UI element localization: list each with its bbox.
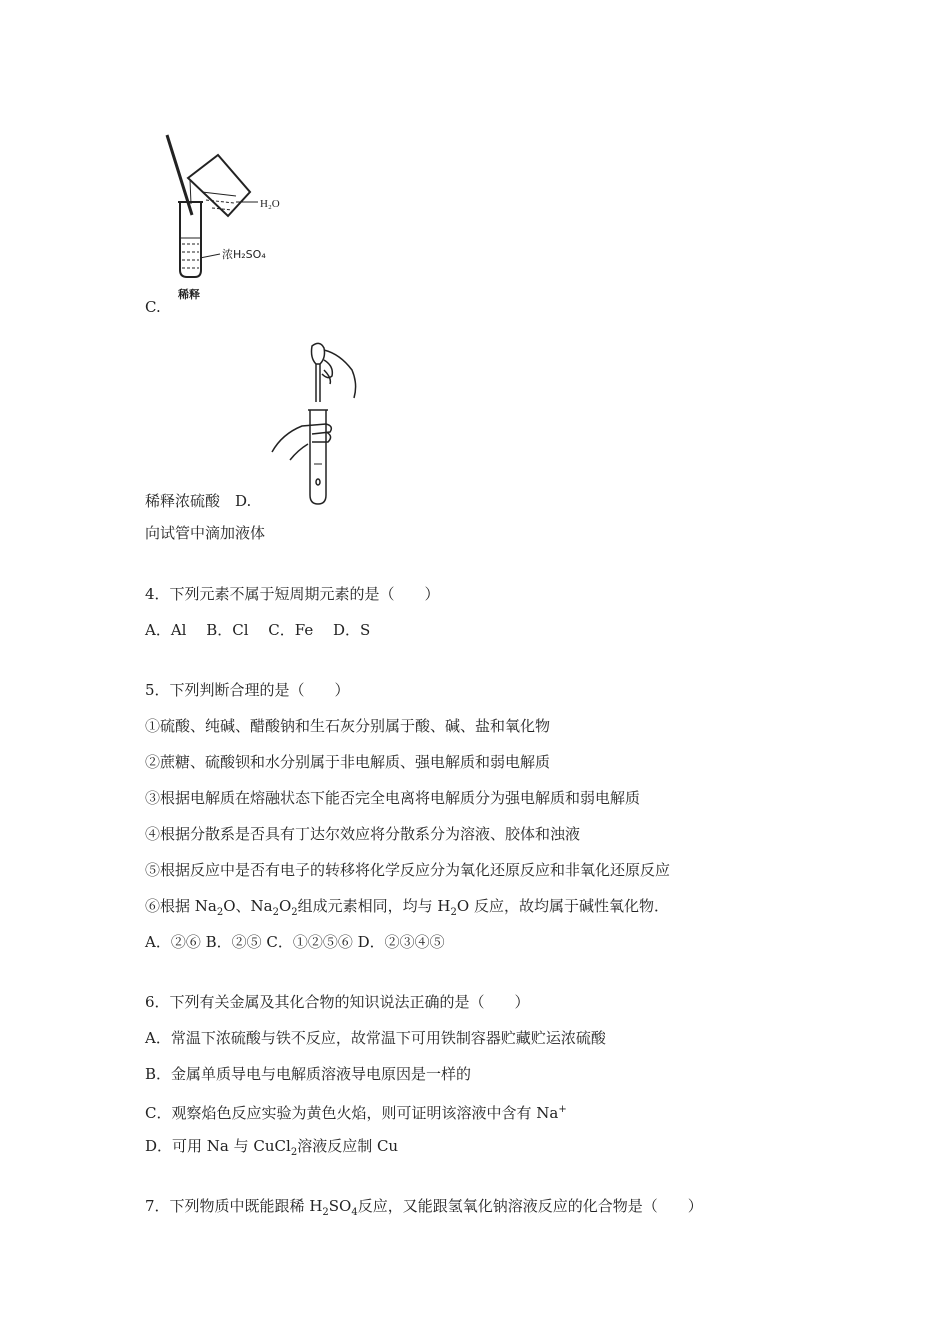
upper-hand bbox=[322, 350, 356, 398]
lower-hand bbox=[272, 424, 331, 460]
dropper-bulb bbox=[312, 343, 325, 364]
option-d-label: 稀释浓硫酸 D. bbox=[145, 492, 252, 510]
figure-d-caption: 向试管中滴加液体 bbox=[145, 524, 266, 542]
dilution-figure bbox=[150, 130, 290, 308]
q6-option-a: A．常温下浓硫酸与铁不反应，故常温下可用铁制容器贮藏贮运浓硫酸 bbox=[145, 1029, 606, 1047]
q4-options: A．Al B．Cl C．Fe D．S bbox=[145, 621, 371, 639]
q5-item-3: ③根据电解质在熔融状态下能否完全电离将电解质分为强电解质和弱电解质 bbox=[145, 789, 641, 807]
q5-item-4: ④根据分散系是否具有丁达尔效应将分散系分为溶液、胶体和浊液 bbox=[145, 825, 581, 843]
q5-item-1: ①硫酸、纯碱、醋酸钠和生石灰分别属于酸、碱、盐和氧化物 bbox=[145, 717, 551, 735]
tilted-beaker bbox=[188, 155, 250, 216]
figure-caption: 稀释 bbox=[178, 288, 200, 301]
q5-item-5: ⑤根据反应中是否有电子的转移将化学反应分为氧化还原反应和非氧化还原反应 bbox=[145, 861, 671, 879]
q6-option-c: C．观察焰色反应实验为黄色火焰，则可证明该溶液中含有 Na+ bbox=[145, 1104, 567, 1122]
acid-label: 浓H₂SO₄ bbox=[222, 248, 266, 261]
q5-item-6: ⑥根据 $Na_2O$、$Na_2O_2$组成元素相同，均与 $H_2O$ 反应，故均属于碱性氧化物． bbox=[145, 897, 669, 918]
q6-option-b: B．金属单质导电与电解质溶液导电原因是一样的 bbox=[145, 1065, 472, 1083]
q5-options: A．②⑥ B．②⑤ C．①②⑤⑥ D．②③④⑤ bbox=[145, 933, 445, 951]
q7-stem: 7．下列物质中既能跟稀 $H_2SO_4$反应，又能跟氢氧化钠溶液反应的化合物是（ ） bbox=[145, 1197, 703, 1218]
dropper-figure bbox=[268, 340, 368, 508]
q4-stem: 4．下列元素不属于短周期元素的是（ ） bbox=[145, 585, 440, 603]
q6-option-d: D．可用 Na 与 CuCl$_2$溶液反应制 Cu bbox=[145, 1137, 399, 1158]
water-label: H₂O bbox=[260, 198, 280, 210]
q5-item-2: ②蔗糖、硫酸钡和水分别属于非电解质、强电解质和弱电解质 bbox=[145, 753, 551, 771]
q6-stem: 6．下列有关金属及其化合物的知识说法正确的是（ ） bbox=[145, 993, 530, 1011]
option-c-label: C. bbox=[145, 298, 161, 316]
q5-stem: 5．下列判断合理的是（ ） bbox=[145, 681, 350, 699]
